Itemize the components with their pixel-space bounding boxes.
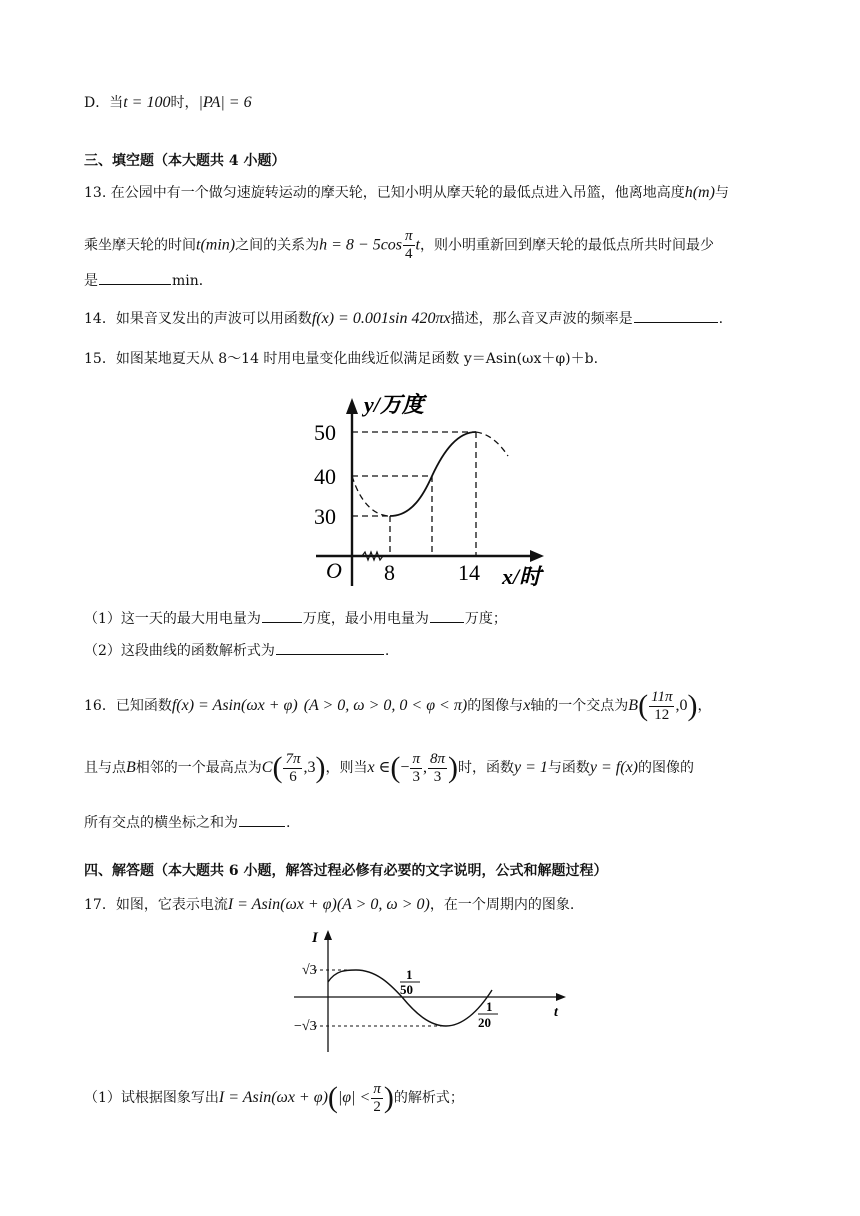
q17-i-axis-arrow	[324, 930, 332, 940]
q16-c-fraction: $\frac{7\pi}{6}$	[285, 750, 301, 785]
q13-line-1: 13. 在公园中有一个做匀速旋转运动的摩天轮，已知小明从摩天轮的最低点进入吊篮，他离地高度h(m)与	[84, 184, 729, 201]
q13-fraction: $\frac{\pi}{4}$	[405, 228, 413, 262]
q15-x-axis-label: x/时	[502, 564, 542, 589]
q13-line-2: 乘坐摩天轮的时间t(min)之间的关系为h = 8 − 5cos $\frac{\pi}{4}$ t，则小明重新回到摩天轮的最低点所共时间最少	[84, 228, 714, 262]
q15-min-blank	[430, 608, 464, 623]
q16-function: f(x) = Asin(ωx + φ)	[171, 697, 298, 714]
q16-line-1: 16．已知函数f(x) = Asin(ωx + φ) (A > 0, ω > 0, 0 < φ < π)的图像与x轴的一个交点为B( $\frac{11\pi}{12}$ ,0)，	[84, 688, 712, 723]
q17-x1-den: 50	[400, 982, 413, 997]
q16-line-2: 且与点B相邻的一个最高点为C( $\frac{7\pi}{6}$ ,3)，则当x ∈(− $\frac{\pi}{3}$ , $\frac{8\pi}{3}$ )时，函数y = 1与函数y = f(x)的图像的	[84, 750, 694, 785]
q16-b-fraction: $\frac{11\pi}{12}$	[651, 688, 673, 723]
q14-formula: f(x) = 0.001sin 420πx	[311, 310, 451, 327]
q15-line: 15．如图某地夏天从 8～14 时用电量变化曲线近似满足函数 y＝Asin(ωx＋φ)＋b.	[84, 351, 599, 367]
q17-x2-num: 1	[486, 999, 493, 1014]
q13-formula: h = 8 − 5cos	[319, 236, 403, 254]
q15-curve	[390, 432, 476, 516]
q15-y-tick-50: 50	[314, 420, 336, 445]
q12-pa-expression: |PA| = 6	[198, 94, 252, 111]
q13-answer-blank	[99, 270, 171, 285]
q15-expr-blank	[276, 640, 384, 655]
q15-y-axis-label: y/万度	[364, 392, 424, 417]
q15-max-blank	[262, 608, 302, 623]
q14-line: 14．如果音叉发出的声波可以用函数f(x) = 0.001sin 420πx描述，那么音叉声波的频率是 .	[84, 310, 724, 327]
q16-condition: (A > 0, ω > 0, 0 < φ < π)	[303, 697, 468, 714]
q13-t-unit: t(min)	[196, 236, 236, 254]
q17-sub-formula: I = Asin(ωx + φ)	[218, 1089, 328, 1106]
q15-origin-label: O	[326, 558, 342, 583]
q15-x-axis-arrow	[530, 550, 544, 562]
q17-sub-1: （1）试根据图象写出I = Asin(ωx + φ)(|φ| < $\frac{\pi}{2}$ )的解析式；	[84, 1080, 464, 1115]
q16-answer-blank	[239, 812, 285, 827]
q15-sub-2: （2）这段曲线的函数解析式为 .	[84, 640, 389, 662]
q17-y-neg-label: −√3	[294, 1019, 317, 1034]
q13-h-unit: h(m)	[684, 184, 715, 201]
q15-y-axis-arrow	[346, 398, 358, 414]
section-3-heading: 三、填空题（本大题共 4 小题）	[84, 153, 286, 169]
q16-point-b: B	[628, 697, 639, 714]
q16-interval-right: $\frac{8\pi}{3}$	[429, 750, 445, 785]
q12-t-expression: t = 100	[123, 94, 171, 111]
q17-x2-den: 20	[478, 1015, 491, 1030]
q15-y-tick-40: 40	[314, 464, 336, 489]
q15-dotted-right	[476, 432, 508, 456]
q12-option-d: D．当t = 100时，|PA| = 6	[84, 94, 252, 111]
q17-current-chart	[290, 926, 580, 1056]
q15-dotted-left	[352, 476, 390, 516]
q17-i-label: I	[312, 930, 318, 946]
q13-line-3: 是 min．	[84, 270, 213, 292]
q15-y-tick-30: 30	[314, 504, 336, 529]
q17-t-label: t	[554, 1005, 558, 1020]
q15-power-chart	[308, 390, 568, 590]
q15-x-tick-14: 14	[458, 560, 480, 585]
section-4-heading: 四、解答题（本大题共 6 小题，解答过程必修有必要的文字说明，公式和解题过程）	[84, 863, 608, 879]
q17-line: 17．如图，它表示电流I = Asin(ωx + φ)(A > 0, ω > 0)，在一个周期内的图象.	[84, 896, 575, 913]
q17-y-pos-label: √3	[302, 963, 317, 978]
q16-point-c: C	[261, 759, 273, 776]
q17-x1-num: 1	[406, 967, 413, 982]
q17-t-axis-arrow	[556, 993, 566, 1001]
q17-formula: I = Asin(ωx + φ)(A > 0, ω > 0)	[227, 896, 430, 913]
q14-answer-blank	[634, 308, 718, 323]
q16-interval-left: $\frac{\pi}{3}$	[412, 750, 420, 785]
q15-sub-1: （1）这一天的最大用电量为 万度，最小用电量为 万度；	[84, 608, 507, 630]
q15-x-tick-8: 8	[384, 560, 395, 585]
q17-phi-fraction: $\frac{\pi}{2}$	[373, 1080, 381, 1115]
q16-line-3: 所有交点的横坐标之和为 .	[84, 812, 290, 834]
